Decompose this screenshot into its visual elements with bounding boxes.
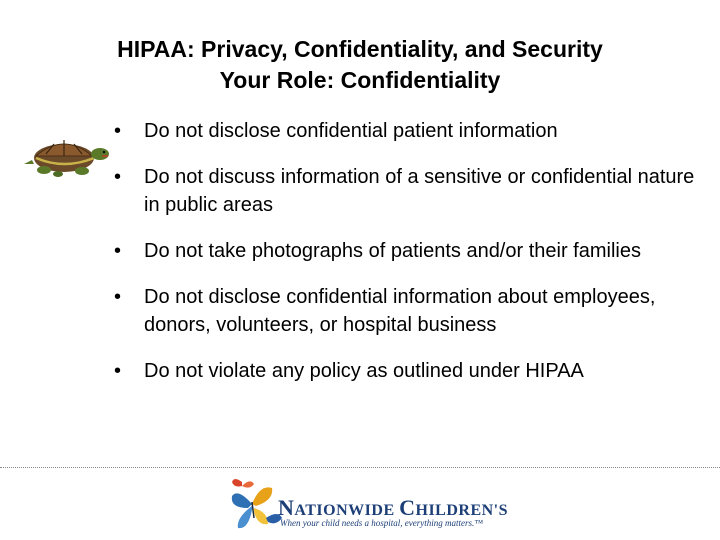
nationwide-childrens-logo <box>228 474 509 534</box>
slide-title-line-2: Your Role: Confidentiality <box>219 67 501 93</box>
logo-letter: C <box>399 495 416 520</box>
logo-tagline: When your child needs a hospital, everything matters.™ <box>280 518 484 528</box>
bullet-dot: • <box>114 120 122 142</box>
slide-title <box>0 34 720 96</box>
logo-letters: ATIONWIDE <box>294 502 400 519</box>
list-item <box>112 237 702 265</box>
butterflies-icon <box>228 474 284 534</box>
bullet-dot: • <box>114 166 122 188</box>
logo-letter: N <box>278 495 295 520</box>
bullet-text: Do not discuss information of a sensitive or confidential nature in public areas <box>144 166 695 216</box>
bullet-text: Do not violate any policy as outlined under HIPAA <box>144 360 584 382</box>
bullet-text: Do not disclose confidential patient information <box>144 120 558 142</box>
bullet-dot: • <box>114 360 122 382</box>
bullet-dot: • <box>114 240 122 262</box>
bullet-text: Do not disclose confidential information about employees, donors, volunteers, or hospital business <box>144 286 656 336</box>
logo-letters: HILDREN'S <box>415 502 509 519</box>
bullet-dot: • <box>114 286 122 308</box>
bullet-text: Do not take photographs of patients and/or their families <box>144 240 641 262</box>
list-item <box>112 117 702 145</box>
list-item <box>112 283 702 339</box>
turtle-icon <box>18 124 110 186</box>
bullet-list <box>112 117 702 403</box>
list-item <box>112 357 702 385</box>
list-item <box>112 163 702 219</box>
slide-title-line-1: HIPAA: Privacy, Confidentiality, and Security <box>117 36 603 62</box>
footer-divider <box>0 467 720 468</box>
